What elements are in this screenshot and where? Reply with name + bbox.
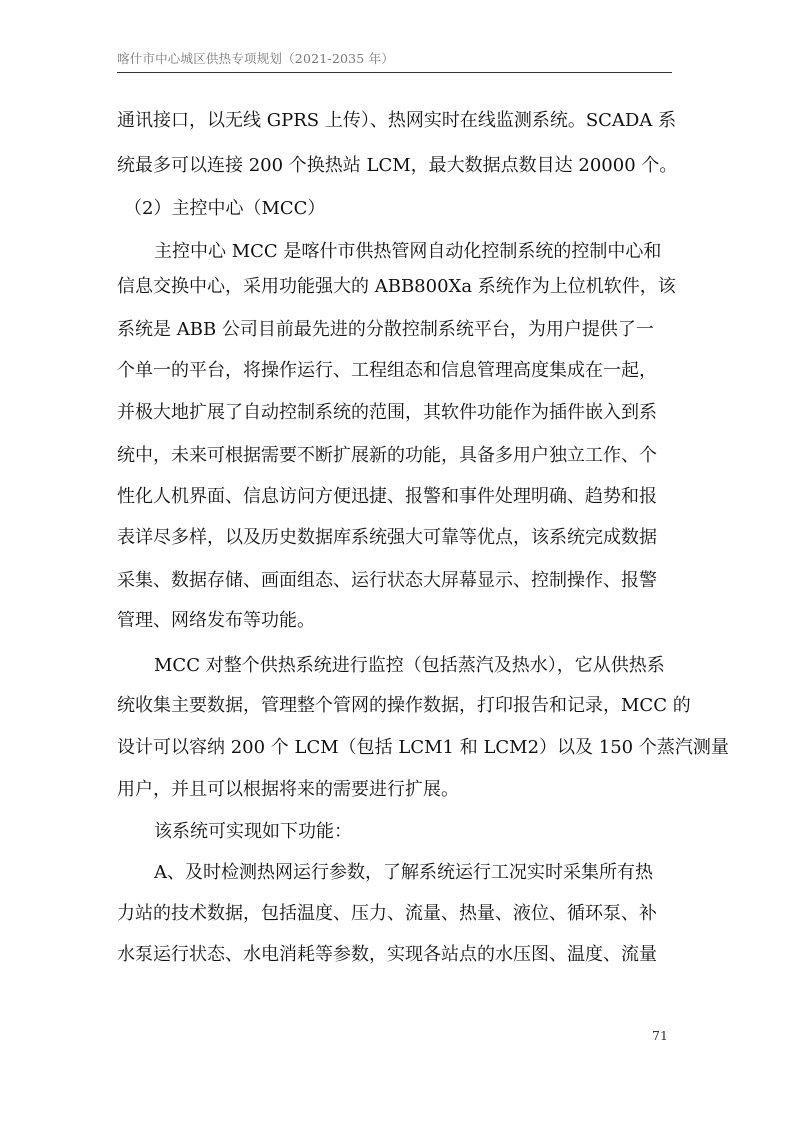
text-line: 表详尽多样，以及历史数据库系统强大可靠等优点，该系统完成数据: [117, 527, 657, 548]
text-line: 力站的技术数据，包括温度、压力、流量、热量、液位、循环泵、补: [117, 903, 657, 924]
page-number: 71: [652, 1028, 668, 1043]
header-rule: [117, 72, 672, 73]
text-line: 管理、网络发布等功能。: [117, 610, 315, 631]
text-line: 采集、数据存储、画面组态、运行状态大屏幕显示、控制操作、报警: [117, 570, 657, 591]
text-line: A、及时检测热网运行参数，了解系统运行工况实时采集所有热: [154, 862, 653, 883]
text-line: 统最多可以连接 200 个换热站 LCM，最大数据点数目达 20000 个。: [117, 155, 678, 176]
running-header: 喀什市中心城区供热专项规划（2021-2035 年）: [117, 51, 395, 66]
section-heading: （2）主控中心（MCC）: [124, 198, 326, 219]
text-line: 通讯接口，以无线 GPRS 上传）、热网实时在线监测系统。SCADA 系: [117, 110, 677, 131]
text-line: 主控中心 MCC 是喀什市供热管网自动化控制系统的控制中心和: [154, 241, 662, 262]
text-line: 水泵运行状态、水电消耗等参数，实现各站点的水压图、温度、流量: [117, 944, 657, 965]
text-line: MCC 对整个供热系统进行监控（包括蒸汽及热水），它从供热系: [154, 655, 665, 676]
text-line: 性化人机界面、信息访问方便迅捷、报警和事件处理明确、趋势和报: [117, 486, 657, 507]
text-line: 并极大地扩展了自动控制系统的范围，其软件功能作为插件嵌入到系: [117, 402, 657, 423]
text-line: 统中，未来可根据需要不断扩展新的功能，具备多用户独立工作、个: [117, 445, 657, 466]
text-line: 统收集主要数据，管理整个管网的操作数据，打印报告和记录，MCC 的: [117, 695, 691, 716]
text-line: 系统是 ABB 公司目前最先进的分散控制系统平台，为用户提供了一: [117, 319, 654, 340]
text-line: 个单一的平台，将操作运行、工程组态和信息管理高度集成在一起，: [117, 360, 657, 381]
text-line: 该系统可实现如下功能：: [154, 821, 352, 842]
text-line: 设计可以容纳 200 个 LCM（包括 LCM1 和 LCM2）以及 150 个蒸汽测量: [117, 737, 729, 758]
text-line: 信息交换中心，采用功能强大的 ABB800Xa 系统作为上位机软件，该: [117, 276, 676, 297]
text-line: 用户，并且可以根据将来的需要进行扩展。: [117, 779, 459, 800]
